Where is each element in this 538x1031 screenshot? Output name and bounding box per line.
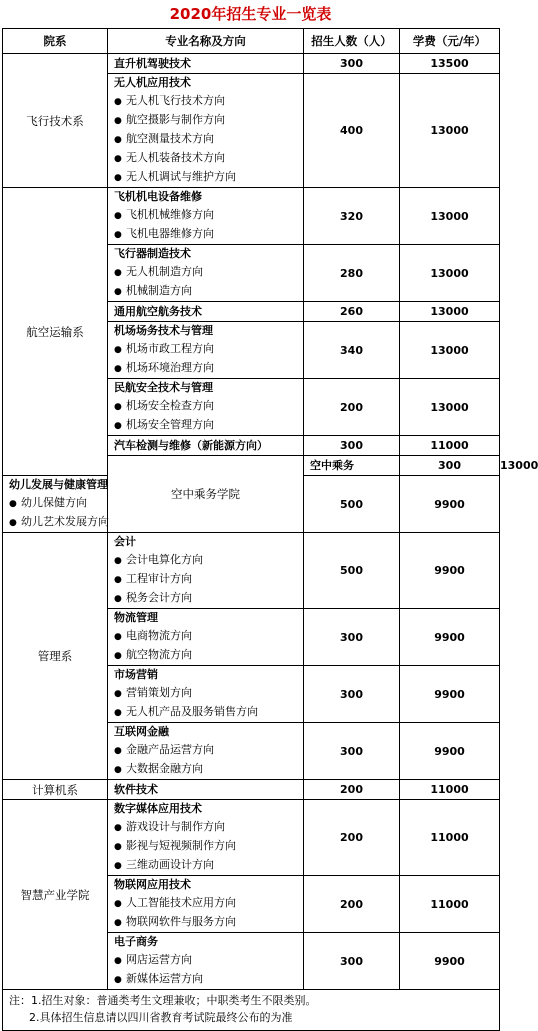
- direction-label: 机场环境治理方向: [126, 361, 214, 374]
- major-name: 互联网金融: [114, 725, 169, 738]
- table-row: [3, 188, 500, 245]
- direction-label: 航空测量技术方向: [126, 132, 214, 145]
- direction-label: 机械制造方向: [126, 284, 192, 297]
- tuition-cell: 9900: [400, 533, 500, 609]
- direction-label: 飞机电器维修方向: [126, 227, 214, 240]
- bullet-icon: ●: [114, 689, 122, 699]
- major-name: 物流管理: [114, 611, 158, 624]
- bullet-icon: ●: [114, 364, 122, 374]
- direction-item: [114, 741, 303, 760]
- direction-label: 无人机飞行技术方向: [126, 94, 225, 107]
- major-name: 民航安全技术与管理: [114, 381, 213, 394]
- direction-item: [114, 703, 303, 722]
- direction-item: [114, 168, 303, 187]
- direction-label: 税务会计方向: [126, 591, 192, 604]
- direction-item: [114, 225, 303, 244]
- bullet-icon: ●: [114, 575, 122, 585]
- tuition-cell: 13000: [400, 188, 500, 245]
- direction-item: [114, 416, 303, 435]
- direction-label: 新媒体运营方向: [126, 972, 203, 985]
- table-row: [3, 800, 500, 876]
- enrollment-count-cell: 500: [304, 476, 400, 533]
- enrollment-count-cell: 200: [304, 800, 400, 876]
- tuition-cell: 13000: [400, 322, 500, 379]
- major-cell: [3, 476, 108, 533]
- major-name: 飞机机电设备维修: [114, 190, 202, 203]
- direction-item: [114, 894, 303, 913]
- table-row: [3, 780, 500, 800]
- direction-item: [114, 111, 303, 130]
- major-name: 机场场务技术与管理: [114, 324, 213, 337]
- major-name: 物联网应用技术: [114, 878, 191, 891]
- note-line-1: 注：1.招生对象：普通类考生文理兼收；中职类考生不限类别。: [9, 994, 317, 1007]
- direction-item: [114, 206, 303, 225]
- bullet-icon: ●: [114, 345, 122, 355]
- direction-item: [114, 263, 303, 282]
- enrollment-count-cell: 400: [304, 74, 400, 188]
- enrollment-count-cell: 500: [304, 533, 400, 609]
- major-cell: [108, 74, 304, 188]
- bullet-icon: ●: [114, 211, 122, 221]
- tuition-cell: 13000: [400, 302, 500, 322]
- direction-label: 人工智能技术应用方向: [126, 896, 236, 909]
- tuition-cell: 11000: [400, 800, 500, 876]
- direction-item: [114, 646, 303, 665]
- major-name: 软件技术: [114, 782, 158, 796]
- major-cell: [108, 533, 304, 609]
- direction-item: [114, 570, 303, 589]
- major-name: 幼儿发展与健康管理: [9, 478, 108, 491]
- direction-label: 无人机装备技术方向: [126, 151, 225, 164]
- bullet-icon: ●: [114, 173, 122, 183]
- table-row: 空中乘务学院 空中乘务 300 13000: [3, 456, 500, 476]
- bullet-icon: ●: [9, 518, 17, 528]
- major-name: 市场营销: [114, 668, 158, 681]
- department-cell: 智慧产业学院: [3, 800, 108, 990]
- enrollment-count-cell: 300: [400, 456, 500, 476]
- department-cell: 计算机系: [3, 780, 108, 800]
- bullet-icon: ●: [114, 632, 122, 642]
- direction-item: [114, 130, 303, 149]
- direction-label: 会计电算化方向: [126, 553, 203, 566]
- tuition-cell: 9900: [400, 723, 500, 780]
- bullet-icon: ●: [114, 594, 122, 604]
- direction-item: [114, 856, 303, 875]
- direction-label: 电商物流方向: [126, 629, 192, 642]
- bullet-icon: ●: [114, 116, 122, 126]
- direction-label: 物联网软件与服务方向: [126, 915, 236, 928]
- direction-item: [114, 149, 303, 168]
- direction-item: [114, 397, 303, 416]
- major-cell: [108, 800, 304, 876]
- major-cell: [108, 666, 304, 723]
- enrollment-count-cell: 300: [304, 933, 400, 990]
- direction-item: [114, 92, 303, 111]
- header-department: 院系: [3, 29, 108, 54]
- bullet-icon: ●: [114, 861, 122, 871]
- bullet-icon: ●: [114, 708, 122, 718]
- bullet-icon: ●: [114, 651, 122, 661]
- bullet-icon: ●: [114, 556, 122, 566]
- enrollment-count-cell: 280: [304, 245, 400, 302]
- direction-label: 机场市政工程方向: [126, 342, 214, 355]
- major-cell: [108, 188, 304, 245]
- direction-item: [114, 551, 303, 570]
- enrollment-count-cell: 260: [304, 302, 400, 322]
- bullet-icon: ●: [114, 97, 122, 107]
- notes-cell: [3, 990, 500, 1031]
- bullet-icon: ●: [114, 746, 122, 756]
- direction-label: 无人机产品及服务销售方向: [126, 705, 258, 718]
- table-row: [3, 533, 500, 609]
- major-name: 直升机驾驶技术: [114, 56, 191, 70]
- tuition-cell: 13000: [400, 245, 500, 302]
- enrollment-count-cell: 200: [304, 876, 400, 933]
- major-name: 会计: [114, 535, 136, 548]
- direction-label: 航空物流方向: [126, 648, 192, 661]
- major-cell: [108, 609, 304, 666]
- header-major: 专业名称及方向: [108, 29, 304, 54]
- direction-label: 无人机制造方向: [126, 265, 203, 278]
- notes-row: [3, 990, 500, 1031]
- major-name: 飞行器制造技术: [114, 247, 191, 260]
- direction-item: [114, 760, 303, 779]
- direction-label: 机场安全管理方向: [126, 418, 214, 431]
- tuition-cell: 11000: [400, 876, 500, 933]
- table-row: [3, 54, 500, 74]
- direction-item: [114, 282, 303, 301]
- enrollment-count-cell: 340: [304, 322, 400, 379]
- department-cell: 空中乘务学院: [108, 456, 304, 533]
- direction-label: 游戏设计与制作方向: [126, 820, 225, 833]
- tuition-cell: 13000: [400, 74, 500, 188]
- bullet-icon: ●: [114, 842, 122, 852]
- direction-label: 航空摄影与制作方向: [126, 113, 225, 126]
- bullet-icon: ●: [114, 823, 122, 833]
- major-cell: [108, 780, 304, 800]
- major-cell: [108, 933, 304, 990]
- direction-label: 大数据金融方向: [126, 762, 203, 775]
- bullet-icon: ●: [114, 975, 122, 985]
- direction-item: [9, 513, 107, 532]
- major-name: 汽车检测与维修（新能源方向）: [114, 438, 268, 452]
- bullet-icon: ●: [114, 135, 122, 145]
- major-cell: [108, 379, 304, 436]
- bullet-icon: ●: [114, 402, 122, 412]
- major-cell: [108, 245, 304, 302]
- tuition-cell: 13500: [400, 54, 500, 74]
- enrollment-count-cell: 300: [304, 54, 400, 74]
- enrollment-count-cell: 300: [304, 723, 400, 780]
- enrollment-count-cell: 200: [304, 379, 400, 436]
- direction-label: 金融产品运营方向: [126, 743, 214, 756]
- direction-label: 工程审计方向: [126, 572, 192, 585]
- direction-label: 幼儿保健方向: [21, 496, 87, 509]
- direction-label: 飞机机械维修方向: [126, 208, 214, 221]
- major-cell: [108, 723, 304, 780]
- bullet-icon: ●: [114, 421, 122, 431]
- major-cell: [108, 302, 304, 322]
- enrollment-count-cell: 200: [304, 780, 400, 800]
- direction-item: [114, 951, 303, 970]
- tuition-cell: 9900: [400, 666, 500, 723]
- direction-item: [114, 627, 303, 646]
- bullet-icon: ●: [114, 765, 122, 775]
- enrollment-table: [2, 28, 538, 1031]
- notes: [3, 990, 499, 1026]
- major-cell: [108, 436, 304, 456]
- tuition-cell: 11000: [400, 436, 500, 456]
- enrollment-count-cell: 300: [304, 666, 400, 723]
- bullet-icon: ●: [114, 268, 122, 278]
- direction-label: 幼儿艺术发展方向: [21, 515, 109, 528]
- bullet-icon: ●: [114, 287, 122, 297]
- direction-item: [114, 359, 303, 378]
- table-body: [3, 54, 538, 990]
- header-tuition: 学费（元/年）: [400, 29, 500, 54]
- enrollment-count-cell: 300: [304, 436, 400, 456]
- header-enrollment: 招生人数（人）: [304, 29, 400, 54]
- direction-item: [9, 494, 107, 513]
- tuition-cell: 11000: [400, 780, 500, 800]
- tuition-cell: 13000: [400, 379, 500, 436]
- direction-item: [114, 837, 303, 856]
- bullet-icon: ●: [114, 918, 122, 928]
- bullet-icon: ●: [114, 154, 122, 164]
- table-header-row: [3, 29, 500, 54]
- direction-item: [114, 589, 303, 608]
- direction-item: [114, 970, 303, 989]
- direction-label: 营销策划方向: [126, 686, 192, 699]
- page-title: 2020年招生专业一览表: [169, 5, 332, 23]
- major-cell: [304, 456, 400, 476]
- major-name: 通用航空航务技术: [114, 304, 202, 318]
- department-cell: 管理系: [3, 533, 108, 780]
- direction-label: 机场安全检查方向: [126, 399, 214, 412]
- direction-item: [114, 913, 303, 932]
- direction-label: 影视与短视频制作方向: [126, 839, 236, 852]
- direction-label: 网店运营方向: [126, 953, 192, 966]
- major-name: 空中乘务: [310, 458, 354, 472]
- direction-label: 三维动画设计方向: [126, 858, 214, 871]
- major-name: 无人机应用技术: [114, 76, 191, 89]
- enrollment-count-cell: 320: [304, 188, 400, 245]
- department-cell: 航空运输系: [3, 188, 108, 476]
- tuition-cell: 9900: [400, 933, 500, 990]
- direction-label: 无人机调试与维护方向: [126, 170, 236, 183]
- major-name: 电子商务: [114, 935, 158, 948]
- bullet-icon: ●: [114, 899, 122, 909]
- bullet-icon: ●: [114, 230, 122, 240]
- direction-item: [114, 340, 303, 359]
- major-cell: [108, 322, 304, 379]
- bullet-icon: ●: [114, 956, 122, 966]
- direction-item: [114, 684, 303, 703]
- note-line-2: 2.具体招生信息请以四川省教育考试院最终公布的为准: [29, 1011, 293, 1024]
- tuition-cell: 9900: [400, 609, 500, 666]
- enrollment-count-cell: 300: [304, 609, 400, 666]
- major-cell: [108, 54, 304, 74]
- tuition-cell: 9900: [400, 476, 500, 533]
- department-cell: 飞行技术系: [3, 54, 108, 188]
- bullet-icon: ●: [9, 499, 17, 509]
- major-cell: [108, 876, 304, 933]
- major-name: 数字媒体应用技术: [114, 802, 202, 815]
- direction-item: [114, 818, 303, 837]
